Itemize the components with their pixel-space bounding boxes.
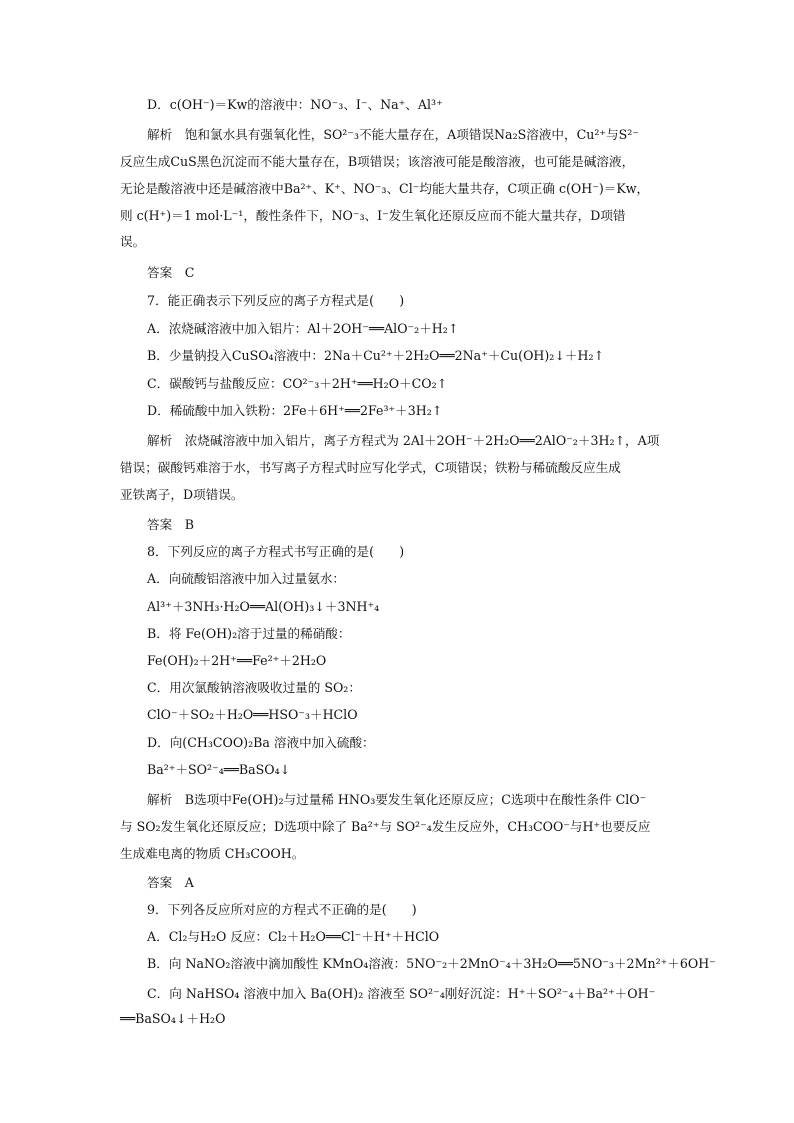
option-b-line: B．少量钠投入CuSO₄溶液中：2Na＋Cu²⁺＋2H₂O══2Na⁺＋Cu(OH)₂↓＋H₂↑ — [147, 348, 605, 363]
analysis-line: 则 c(H⁺)＝1 mol·L⁻¹，酸性条件下，NO⁻₃、I⁻发生氧化还原反应而不能大量共存，D项错 — [120, 208, 626, 223]
answer-line: 答案 B — [147, 517, 195, 532]
option-d-line: D．c(OH⁻)＝Kw的溶液中：NO⁻₃、I⁻、Na⁺、Al³⁺ — [147, 97, 443, 112]
analysis-line: 反应生成CuS黑色沉淀而不能大量存在，B项错误；该溶液可能是酸溶液，也可能是碱溶液， — [120, 154, 635, 169]
option-b-line: B．将 Fe(OH)₂溶于过量的稀硝酸： — [147, 626, 351, 641]
option-d-line: D．稀硫酸中加入铁粉：2Fe＋6H⁺══2Fe³⁺＋3H₂↑ — [147, 403, 443, 418]
option-d-line: D．向(CH₃COO)₂Ba 溶液中加入硫酸： — [147, 735, 375, 750]
equation-line: Al³⁺＋3NH₃·H₂O══Al(OH)₃↓＋3NH⁺₄ — [147, 599, 380, 614]
equation-line: ClO⁻＋SO₂＋H₂O══HSO⁻₃＋HClO — [147, 707, 358, 722]
question-7-title: 7．能正确表示下列反应的离子方程式是( ) — [147, 293, 405, 308]
option-a-line: A．浓烧碱溶液中加入铝片：Al＋2OH⁻══AlO⁻₂＋H₂↑ — [147, 321, 459, 336]
option-a-line: A．Cl₂与H₂O 反应：Cl₂＋H₂O══Cl⁻＋H⁺＋HClO — [147, 929, 440, 944]
option-b-line: B．向 NaNO₂溶液中滴加酸性 KMnO₄溶液：5NO⁻₂＋2MnO⁻₄＋3H₂O══5NO⁻₃＋2Mn²⁺＋6OH⁻ — [147, 956, 716, 971]
question-9-title: 9．下列各反应所对应的方程式不正确的是( ) — [147, 902, 417, 917]
option-c-continuation: ══BaSO₄↓＋H₂O — [120, 1011, 226, 1026]
analysis-line: 误。 — [120, 234, 146, 249]
question-8-title: 8．下列反应的离子方程式书写正确的是( ) — [147, 544, 405, 559]
analysis-line: 与 SO₂发生氧化还原反应；D选项中除了 Ba²⁺与 SO²⁻₄发生反应外，CH₃COO⁻与H⁺也要反应 — [120, 819, 651, 834]
analysis-line: 解析 浓烧碱溶液中加入铝片，离子方程式为 2Al＋2OH⁻＋2H₂O══2AlO⁻₂＋3H₂↑，A项 — [147, 433, 660, 448]
option-a-line: A．向硫酸铝溶液中加入过量氨水： — [147, 571, 346, 586]
option-c-line: C．用次氯酸钠溶液吸收过量的 SO₂： — [147, 680, 361, 695]
answer-line: 答案 A — [147, 875, 194, 890]
analysis-line: 无论是酸溶液中还是碱溶液中Ba²⁺、K⁺、NO⁻₃、Cl⁻均能大量共存，C项正确 c(OH⁻)＝Kw， — [120, 181, 650, 196]
analysis-line: 亚铁离子，D项错误。 — [120, 487, 244, 502]
option-c-line: C．向 NaHSO₄ 溶液中加入 Ba(OH)₂ 溶液至 SO²⁻₄刚好沉淀：H⁺＋SO²⁻₄＋Ba²⁺＋OH⁻ — [147, 986, 656, 1001]
analysis-line: 解析 B选项中Fe(OH)₂与过量稀 HNO₃要发生氧化还原反应；C选项中在酸性条件 ClO⁻ — [147, 792, 647, 807]
analysis-line: 生成难电离的物质 CH₃COOH。 — [120, 846, 305, 861]
option-c-line: C．碳酸钙与盐酸反应：CO²⁻₃＋2H⁺══H₂O＋CO₂↑ — [147, 376, 448, 391]
analysis-line: 解析 饱和氯水具有强氧化性，SO²⁻₃不能大量存在，A项错误Na₂S溶液中，Cu²⁺与S²⁻ — [147, 127, 639, 142]
equation-line: Ba²⁺＋SO²⁻₄══BaSO₄↓ — [147, 762, 291, 777]
answer-line: 答案 C — [147, 265, 195, 280]
equation-line: Fe(OH)₂＋2H⁺══Fe²⁺＋2H₂O — [147, 653, 327, 668]
analysis-line: 错误；碳酸钙难溶于水，书写离子方程式时应写化学式，C项错误；铁粉与稀硫酸反应生成 — [120, 460, 621, 475]
